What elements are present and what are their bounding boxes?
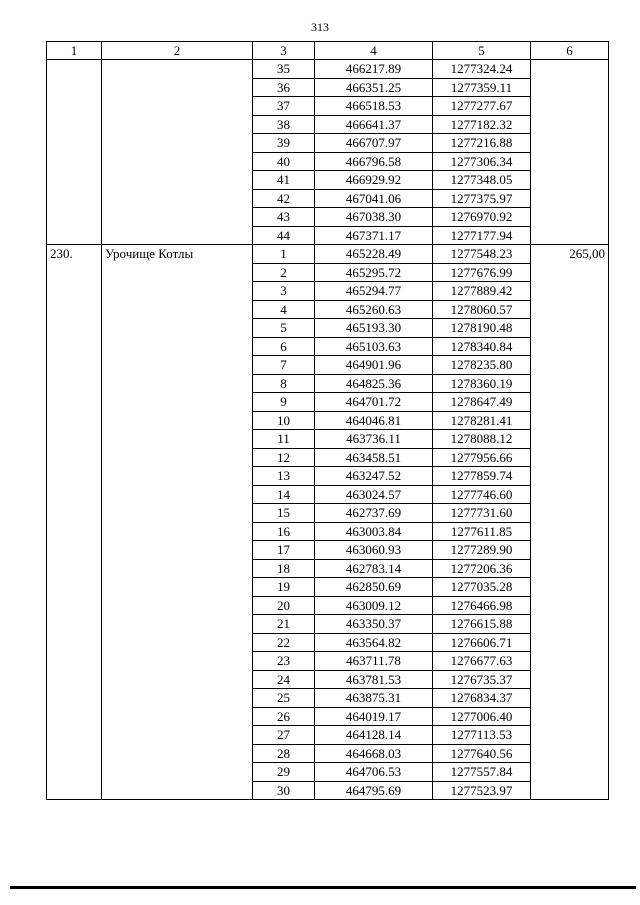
- x-coordinate-cell: 466351.25: [315, 78, 433, 97]
- point-number-cell: 27: [253, 726, 315, 745]
- y-coordinate-cell: 1277206.36: [433, 559, 531, 578]
- y-coordinate-cell: 1278647.49: [433, 393, 531, 412]
- x-coordinate-cell: 463781.53: [315, 670, 433, 689]
- point-number-cell: 40: [253, 152, 315, 171]
- point-number-cell: 10: [253, 411, 315, 430]
- y-coordinate-cell: 1277889.42: [433, 282, 531, 301]
- y-coordinate-cell: 1277523.97: [433, 781, 531, 800]
- x-coordinate-cell: 465193.30: [315, 319, 433, 338]
- table-row: [47, 60, 609, 79]
- point-number-cell: 7: [253, 356, 315, 375]
- x-coordinate-cell: 464668.03: [315, 744, 433, 763]
- y-coordinate-cell: 1277640.56: [433, 744, 531, 763]
- y-coordinate-cell: 1277676.99: [433, 263, 531, 282]
- y-coordinate-cell: 1278190.48: [433, 319, 531, 338]
- x-coordinate-cell: 465294.77: [315, 282, 433, 301]
- point-number-cell: 14: [253, 485, 315, 504]
- x-coordinate-cell: 464706.53: [315, 763, 433, 782]
- table-body: [47, 60, 609, 800]
- x-coordinate-cell: 462783.14: [315, 559, 433, 578]
- x-coordinate-cell: 464795.69: [315, 781, 433, 800]
- point-number-cell: 6: [253, 337, 315, 356]
- x-coordinate-cell: 466707.97: [315, 134, 433, 153]
- point-number-cell: 12: [253, 448, 315, 467]
- y-coordinate-cell: 1276606.71: [433, 633, 531, 652]
- y-coordinate-cell: 1277289.90: [433, 541, 531, 560]
- x-coordinate-cell: 463009.12: [315, 596, 433, 615]
- point-number-cell: 26: [253, 707, 315, 726]
- x-coordinate-cell: 464901.96: [315, 356, 433, 375]
- y-coordinate-cell: 1277611.85: [433, 522, 531, 541]
- x-coordinate-cell: 464128.14: [315, 726, 433, 745]
- table-header: [47, 42, 609, 60]
- point-number-cell: 16: [253, 522, 315, 541]
- point-number-cell: 39: [253, 134, 315, 153]
- y-coordinate-cell: 1277216.88: [433, 134, 531, 153]
- header-cell: 1: [47, 42, 102, 60]
- y-coordinate-cell: 1277956.66: [433, 448, 531, 467]
- point-number-cell: 35: [253, 60, 315, 79]
- x-coordinate-cell: 465295.72: [315, 263, 433, 282]
- y-coordinate-cell: 1277859.74: [433, 467, 531, 486]
- y-coordinate-cell: 1278340.84: [433, 337, 531, 356]
- x-coordinate-cell: 463350.37: [315, 615, 433, 634]
- x-coordinate-cell: 463458.51: [315, 448, 433, 467]
- header-cell: 2: [102, 42, 253, 60]
- point-number-cell: 22: [253, 633, 315, 652]
- x-coordinate-cell: 464019.17: [315, 707, 433, 726]
- x-coordinate-cell: 467371.17: [315, 226, 433, 245]
- y-coordinate-cell: 1277746.60: [433, 485, 531, 504]
- x-coordinate-cell: 467038.30: [315, 208, 433, 227]
- y-coordinate-cell: 1277113.53: [433, 726, 531, 745]
- x-coordinate-cell: 463711.78: [315, 652, 433, 671]
- point-number-cell: 36: [253, 78, 315, 97]
- point-number-cell: 29: [253, 763, 315, 782]
- x-coordinate-cell: 465260.63: [315, 300, 433, 319]
- y-coordinate-cell: 1277277.67: [433, 97, 531, 116]
- point-number-cell: 25: [253, 689, 315, 708]
- y-coordinate-cell: 1276735.37: [433, 670, 531, 689]
- point-number-cell: 24: [253, 670, 315, 689]
- x-coordinate-cell: 466929.92: [315, 171, 433, 190]
- x-coordinate-cell: 462737.69: [315, 504, 433, 523]
- x-coordinate-cell: 463875.31: [315, 689, 433, 708]
- point-number-cell: 19: [253, 578, 315, 597]
- site-name-cell: Урочище Котлы: [102, 245, 253, 800]
- x-coordinate-cell: 466217.89: [315, 60, 433, 79]
- y-coordinate-cell: 1277182.32: [433, 115, 531, 134]
- point-number-cell: 20: [253, 596, 315, 615]
- point-number-cell: 18: [253, 559, 315, 578]
- bottom-rule: [10, 886, 636, 889]
- point-number-cell: 44: [253, 226, 315, 245]
- point-number-cell: 15: [253, 504, 315, 523]
- point-number-cell: 5: [253, 319, 315, 338]
- coordinates-table: [46, 41, 609, 800]
- header-row: [47, 42, 609, 60]
- y-coordinate-cell: 1277348.05: [433, 171, 531, 190]
- point-number-cell: 3: [253, 282, 315, 301]
- x-coordinate-cell: 466641.37: [315, 115, 433, 134]
- point-number-cell: 11: [253, 430, 315, 449]
- header-cell: 5: [433, 42, 531, 60]
- x-coordinate-cell: 463247.52: [315, 467, 433, 486]
- x-coordinate-cell: 464046.81: [315, 411, 433, 430]
- x-coordinate-cell: 465103.63: [315, 337, 433, 356]
- x-coordinate-cell: 463736.11: [315, 430, 433, 449]
- header-cell: 4: [315, 42, 433, 60]
- point-number-cell: 1: [253, 245, 315, 264]
- x-coordinate-cell: 462850.69: [315, 578, 433, 597]
- point-number-cell: 42: [253, 189, 315, 208]
- y-coordinate-cell: 1276466.98: [433, 596, 531, 615]
- point-number-cell: 37: [253, 97, 315, 116]
- y-coordinate-cell: 1276970.92: [433, 208, 531, 227]
- y-coordinate-cell: 1277359.11: [433, 78, 531, 97]
- x-coordinate-cell: 463024.57: [315, 485, 433, 504]
- point-number-cell: 23: [253, 652, 315, 671]
- area-cell: 265,00: [531, 245, 609, 800]
- point-number-cell: 21: [253, 615, 315, 634]
- x-coordinate-cell: 464701.72: [315, 393, 433, 412]
- point-number-cell: 28: [253, 744, 315, 763]
- y-coordinate-cell: 1278360.19: [433, 374, 531, 393]
- y-coordinate-cell: 1278060.57: [433, 300, 531, 319]
- site-number-cell: 230.: [47, 245, 102, 800]
- site-number-cell: [47, 60, 102, 245]
- y-coordinate-cell: 1277731.60: [433, 504, 531, 523]
- point-number-cell: 17: [253, 541, 315, 560]
- point-number-cell: 9: [253, 393, 315, 412]
- header-cell: 3: [253, 42, 315, 60]
- y-coordinate-cell: 1277035.28: [433, 578, 531, 597]
- point-number-cell: 43: [253, 208, 315, 227]
- y-coordinate-cell: 1278281.41: [433, 411, 531, 430]
- y-coordinate-cell: 1277177.94: [433, 226, 531, 245]
- point-number-cell: 38: [253, 115, 315, 134]
- y-coordinate-cell: 1276834.37: [433, 689, 531, 708]
- point-number-cell: 41: [253, 171, 315, 190]
- area-cell: [531, 60, 609, 245]
- header-cell: 6: [531, 42, 609, 60]
- x-coordinate-cell: 464825.36: [315, 374, 433, 393]
- x-coordinate-cell: 463003.84: [315, 522, 433, 541]
- site-name-cell: [102, 60, 253, 245]
- y-coordinate-cell: 1277557.84: [433, 763, 531, 782]
- point-number-cell: 4: [253, 300, 315, 319]
- x-coordinate-cell: 466518.53: [315, 97, 433, 116]
- y-coordinate-cell: 1277324.24: [433, 60, 531, 79]
- y-coordinate-cell: 1278088.12: [433, 430, 531, 449]
- point-number-cell: 2: [253, 263, 315, 282]
- y-coordinate-cell: 1276615.88: [433, 615, 531, 634]
- y-coordinate-cell: 1277006.40: [433, 707, 531, 726]
- x-coordinate-cell: 463060.93: [315, 541, 433, 560]
- table-row: [47, 245, 609, 264]
- y-coordinate-cell: 1276677.63: [433, 652, 531, 671]
- x-coordinate-cell: 463564.82: [315, 633, 433, 652]
- point-number-cell: 13: [253, 467, 315, 486]
- y-coordinate-cell: 1277548.23: [433, 245, 531, 264]
- y-coordinate-cell: 1277375.97: [433, 189, 531, 208]
- point-number-cell: 30: [253, 781, 315, 800]
- x-coordinate-cell: 467041.06: [315, 189, 433, 208]
- point-number-cell: 8: [253, 374, 315, 393]
- y-coordinate-cell: 1277306.34: [433, 152, 531, 171]
- page-number: 313: [311, 20, 329, 34]
- y-coordinate-cell: 1278235.80: [433, 356, 531, 375]
- x-coordinate-cell: 466796.58: [315, 152, 433, 171]
- x-coordinate-cell: 465228.49: [315, 245, 433, 264]
